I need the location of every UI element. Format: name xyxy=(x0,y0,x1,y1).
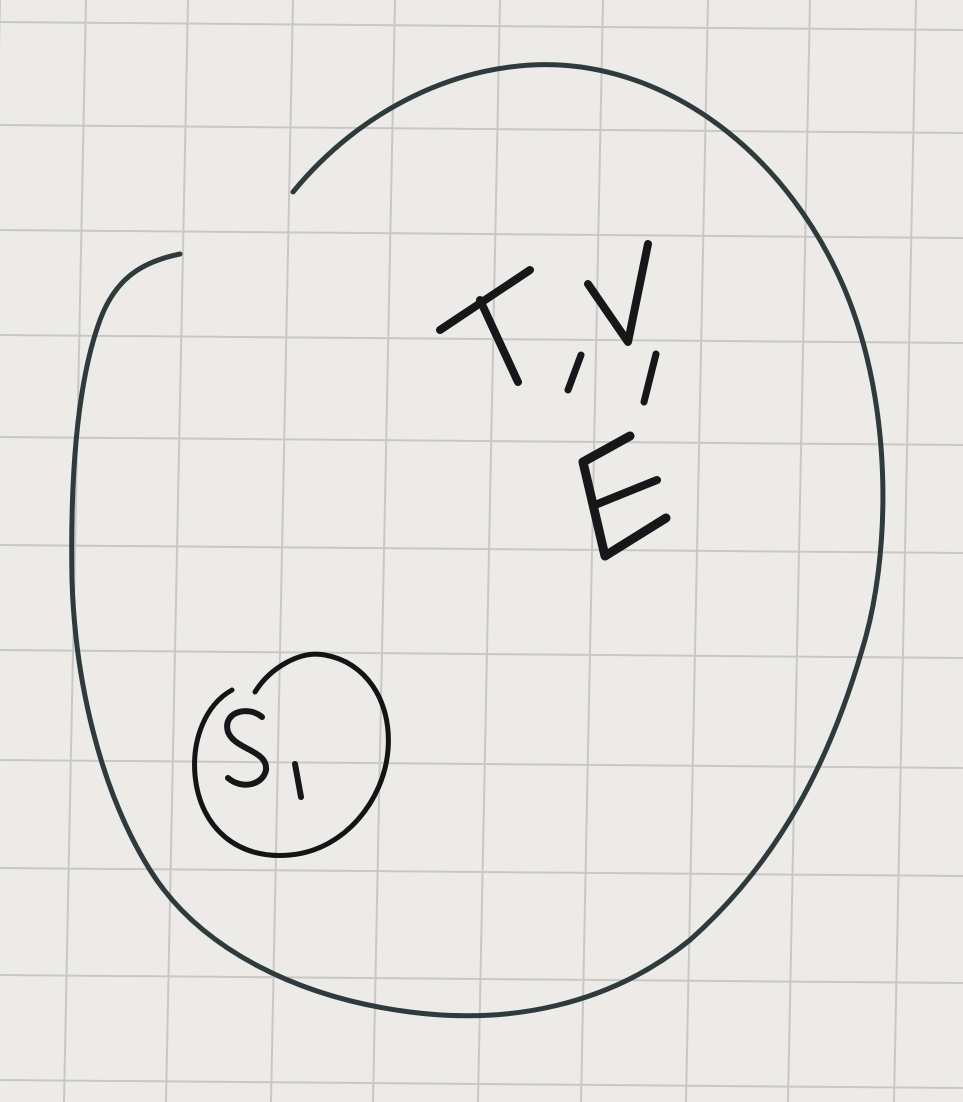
letter-v-mark xyxy=(588,244,648,342)
letter-t-crossbar xyxy=(440,270,530,330)
label-s1: S₁ xyxy=(265,760,267,761)
tick-mark-left xyxy=(568,355,581,390)
label-t: T xyxy=(480,325,481,326)
letter-v-strokes xyxy=(588,244,648,342)
outer-set-boundary xyxy=(72,65,883,1016)
diagram-description: hand-drawn set diagram on grid paper xyxy=(5,5,25,6)
s1-enclosing-circle xyxy=(195,654,389,855)
s1-letter-s xyxy=(227,711,266,785)
s1-subscript-one xyxy=(295,764,301,797)
letter-e-mark xyxy=(583,436,666,556)
tick-mark-right xyxy=(644,354,656,402)
letter-t-mark xyxy=(440,270,530,382)
letter-t-stem xyxy=(480,300,518,382)
label-v: V xyxy=(615,290,616,291)
label-e: E xyxy=(620,500,621,501)
letter-e-middle-bar xyxy=(595,480,657,505)
